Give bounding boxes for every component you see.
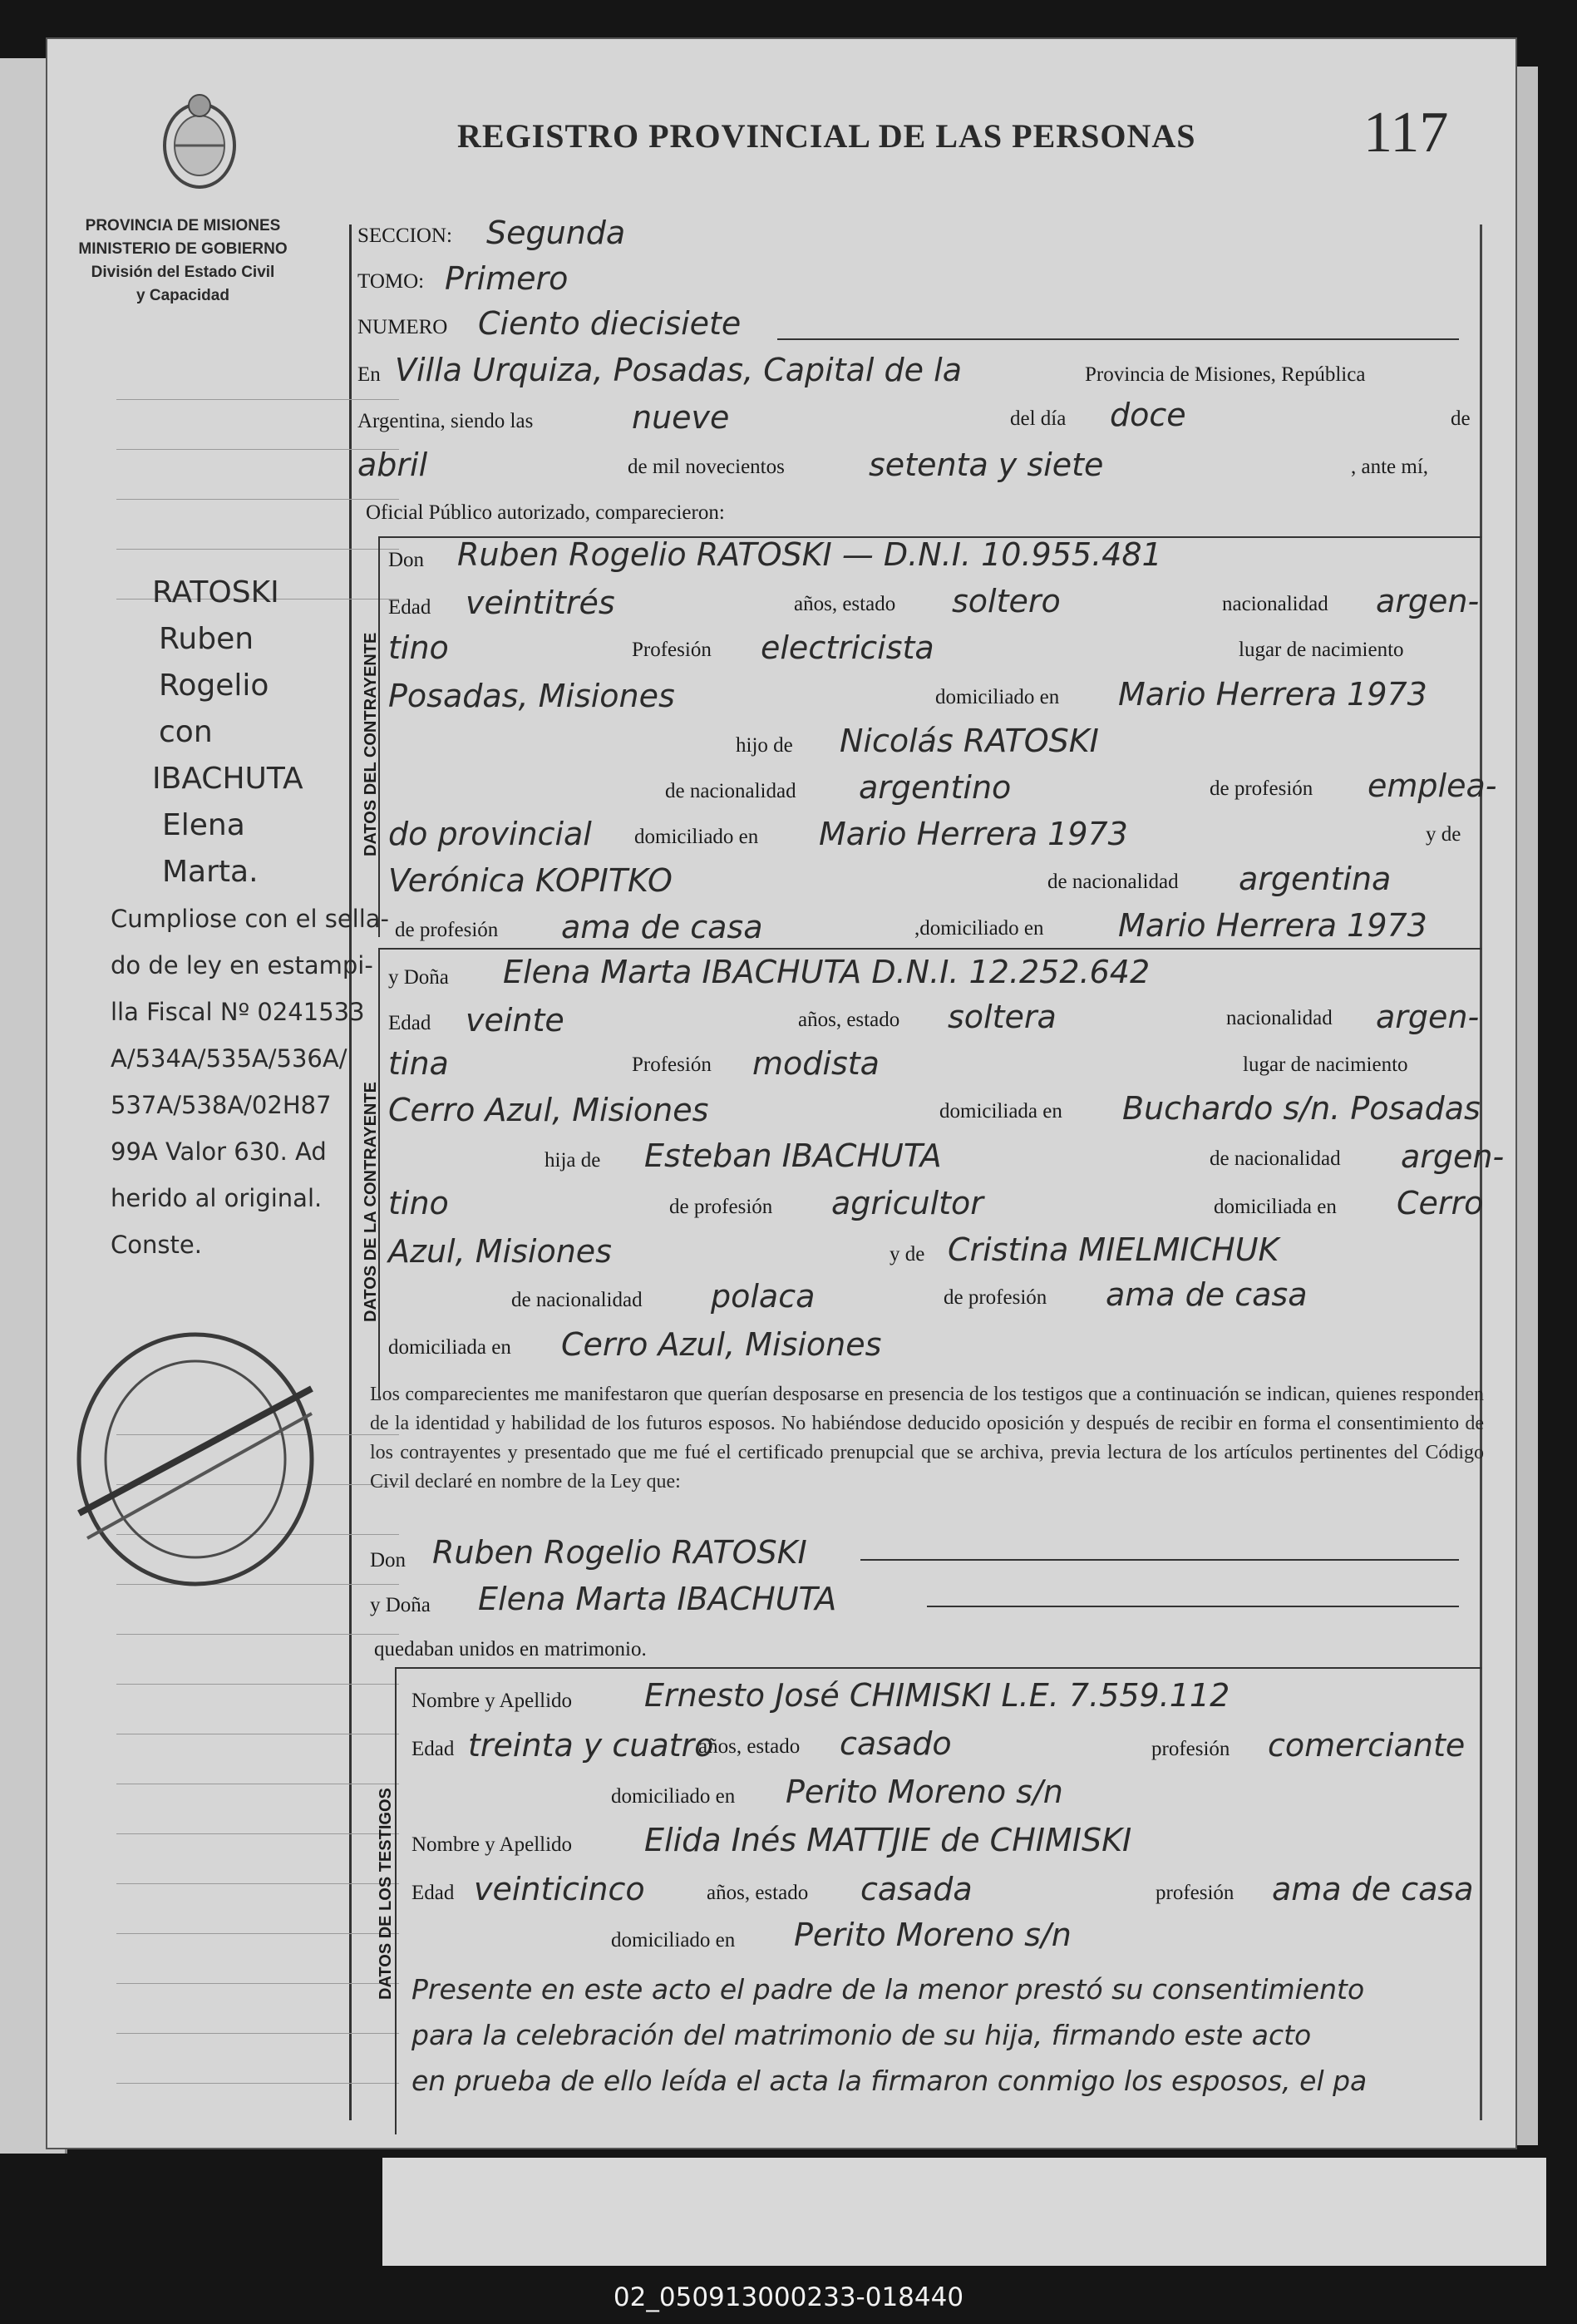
testigos-section-label: DATOS DE LOS TESTIGOS	[377, 1788, 395, 2000]
fill-line	[777, 338, 1459, 340]
madre-nac-label: de nacionalidad	[1047, 871, 1179, 893]
margin-note-line: Marta.	[162, 855, 259, 889]
don-label: Don	[388, 549, 425, 571]
t2-prof-value: ama de casa	[1272, 1871, 1474, 1907]
contrayente-nombre: Ruben Rogelio RATOSKI — D.N.I. 10.955.481	[457, 536, 1162, 573]
madre-prof-label: de profesión	[395, 919, 499, 941]
t1-prof-value: comerciante	[1268, 1727, 1466, 1764]
madre-dom-value: Mario Herrera 1973	[1118, 907, 1427, 944]
y-de-label: y de	[890, 1243, 925, 1266]
oficial-label: Oficial Público autorizado, comparecieron:	[366, 501, 725, 524]
margin-note-line: herido al original.	[111, 1184, 323, 1212]
margin-line	[116, 1983, 399, 1984]
lugar-nac-value: Cerro Azul, Misiones	[388, 1092, 709, 1128]
register-page	[46, 37, 1517, 2149]
edad-label: Edad	[388, 596, 431, 619]
estado-value: soltero	[952, 583, 1061, 619]
institution-line: PROVINCIA DE MISIONES	[85, 217, 281, 234]
domiciliado-label: domiciliado en	[935, 686, 1060, 708]
madre-nac-label: de nacionalidad	[511, 1289, 643, 1311]
lugar-nac-label: lugar de nacimiento	[1239, 639, 1404, 661]
hija-label: hija de	[545, 1149, 601, 1172]
nacionalidad-label: nacionalidad	[1226, 1007, 1333, 1029]
t2-edad-label: Edad	[411, 1882, 455, 1904]
padre-prof-value: agricultor	[831, 1185, 983, 1221]
de-nac-label: de nacionalidad	[665, 780, 796, 802]
estado-value: soltera	[948, 999, 1057, 1035]
t1-edad-label: Edad	[411, 1738, 455, 1760]
margin-note-line: 537A/538A/02H87	[111, 1091, 332, 1119]
t1-edad-value: treinta y cuatro	[468, 1727, 714, 1764]
dia-value: doce	[1110, 397, 1186, 433]
notas-block	[411, 1966, 1367, 2104]
tomo-value: Primero	[445, 260, 569, 297]
dona-value: Elena Marta IBACHUTA	[478, 1581, 837, 1617]
margin-note-line: Cumpliose con el sella-	[111, 905, 390, 933]
institution-line: División del Estado Civil	[91, 264, 275, 281]
margin-note-line: IBACHUTA	[152, 762, 303, 796]
hora-value: nueve	[632, 399, 730, 436]
hijo-label: hijo de	[736, 734, 793, 757]
madre-prof-value: ama de casa	[1106, 1276, 1308, 1313]
edad-value: veintitrés	[466, 585, 615, 621]
de-prof-label: de profesión	[1210, 777, 1313, 800]
anos-estado-label: años, estado	[794, 593, 896, 615]
margin-note	[111, 570, 389, 1268]
madre-nac-value: argentina	[1239, 861, 1392, 897]
margin-line	[116, 399, 399, 400]
nota-line: en prueba de ello leída el acta la firmaron conmigo los esposos, el pa	[411, 2065, 1368, 2097]
under-sheet	[382, 2158, 1546, 2266]
madre-dom-label: domiciliada en	[388, 1336, 511, 1359]
t2-dom-label: domiciliado en	[611, 1929, 736, 1951]
madre-value: Verónica KOPITKO	[388, 862, 673, 899]
padre-dom-value: Mario Herrera 1973	[819, 816, 1128, 852]
t1-nombre-label: Nombre y Apellido	[411, 1690, 573, 1712]
margin-line	[116, 1933, 399, 1934]
anio-value: setenta y siete	[869, 447, 1104, 483]
don-value: Ruben Rogelio RATOSKI	[432, 1534, 807, 1571]
coat-of-arms-icon	[154, 87, 245, 195]
tomo-label: TOMO:	[357, 270, 425, 293]
padre-nac-cont: tino	[388, 1185, 449, 1221]
margin-line	[116, 1833, 399, 1834]
contrayenta-nombre: Elena Marta IBACHUTA D.N.I. 12.252.642	[503, 954, 1151, 990]
nacionalidad-label: nacionalidad	[1222, 593, 1328, 615]
t2-nombre-label: Nombre y Apellido	[411, 1833, 573, 1856]
y-de-label: y de	[1426, 823, 1461, 846]
anos-estado-label: años, estado	[798, 1009, 900, 1031]
institution-line: y Capacidad	[136, 287, 229, 304]
profesion-label: Profesión	[632, 639, 712, 661]
margin-note-line: A/534A/535A/536A/	[111, 1044, 347, 1073]
don-label: Don	[370, 1549, 407, 1572]
padre-dom-value: Cerro	[1397, 1185, 1484, 1221]
padre-nac-value: argentino	[859, 769, 1012, 806]
padre-nac-value: argen-	[1401, 1138, 1505, 1175]
t2-nombre-value: Elida Inés MATTJIE de CHIMISKI	[644, 1822, 1132, 1858]
margin-line	[116, 499, 399, 500]
margin-note-line: Elena	[162, 808, 245, 842]
seccion-value: Segunda	[486, 215, 626, 251]
madre-value: Cristina MIELMICHUK	[948, 1231, 1279, 1268]
page-number: 117	[1363, 101, 1449, 165]
argentina-label: Argentina, siendo las	[357, 410, 534, 432]
margin-line	[116, 1684, 399, 1685]
nacionalidad-value: argen-	[1376, 583, 1480, 619]
t2-estado-label: años, estado	[707, 1882, 809, 1904]
domiciliada-label: domiciliada en	[939, 1100, 1062, 1123]
padre-prof-cont: do provincial	[388, 816, 592, 852]
de-label: de	[1451, 407, 1471, 430]
declaracion-text: Los comparecientes me manifestaron que querían desposarse en presencia de los testigos que a continuación se indican, quienes responden de la identidad y habilidad de los futuros esposos. No habiéndose deducido oposición y después de recibir en forma el consentimiento de los contrayentes y presentado que me fué el certificado prenupcial que se archiva, previa lectura de los artículos pertinentes del Código Civil declaré en nombre de la Ley que:	[370, 1384, 1484, 1493]
margin-note-line: Conste.	[111, 1231, 202, 1259]
t1-nombre-value: Ernesto José CHIMISKI L.E. 7.559.112	[644, 1677, 1230, 1714]
margin-line	[116, 2083, 399, 2084]
margin-note-line: RATOSKI	[152, 575, 279, 609]
institution-block	[71, 215, 295, 308]
padre-prof-value: emplea-	[1368, 767, 1497, 804]
mes-value: abril	[357, 447, 428, 483]
madre-dom-label: ,domiciliado en	[914, 917, 1044, 940]
nota-line: Presente en este acto el padre de la menor prestó su consentimiento	[411, 1973, 1365, 2006]
institution-line: MINISTERIO DE GOBIERNO	[78, 240, 288, 258]
t2-prof-label: profesión	[1156, 1882, 1234, 1904]
margin-line	[116, 549, 399, 550]
padre-dom-label: domiciliada en	[1214, 1196, 1337, 1218]
dona-label: y Doña	[388, 966, 449, 989]
madre-nac-value: polaca	[711, 1278, 816, 1315]
ante-mi-label: , ante mí,	[1351, 456, 1429, 478]
t2-estado-value: casada	[860, 1871, 973, 1907]
contrayenta-section-label: DATOS DE LA CONTRAYENTE	[362, 1082, 380, 1322]
madre-prof-value: ama de casa	[561, 909, 763, 945]
nacionalidad-value: argen-	[1376, 999, 1480, 1035]
t2-edad-value: veinticinco	[474, 1871, 645, 1907]
numero-value: Ciento diecisiete	[478, 305, 742, 342]
margin-note-line: Rogelio	[159, 669, 269, 703]
t1-dom-label: domiciliado en	[611, 1785, 736, 1808]
file-id-caption: 02_050913000233-018440	[613, 2282, 964, 2312]
official-stamp-seal	[71, 1322, 320, 1588]
margin-line	[116, 1634, 399, 1635]
profesion-value: electricista	[761, 629, 934, 666]
margin-line	[116, 449, 399, 450]
lugar-nac-label: lugar de nacimiento	[1243, 1053, 1408, 1076]
t1-estado-value: casado	[840, 1725, 952, 1762]
en-label: En	[357, 363, 381, 386]
lugar-nac-value: Posadas, Misiones	[388, 678, 675, 714]
dona-label: y Doña	[370, 1594, 431, 1616]
de-prof-label: de profesión	[669, 1196, 773, 1218]
contrayente-section-label: DATOS DEL CONTRAYENTE	[362, 632, 380, 856]
padre-value: Esteban IBACHUTA	[644, 1137, 942, 1174]
madre-prof-label: de profesión	[944, 1286, 1047, 1309]
margin-note-line: con	[159, 715, 213, 749]
edad-label: Edad	[388, 1012, 431, 1034]
profesion-label: Profesión	[632, 1053, 712, 1076]
unidos-text: quedaban unidos en matrimonio.	[374, 1638, 647, 1660]
padre-value: Nicolás RATOSKI	[840, 723, 1099, 759]
de-nac-label: de nacionalidad	[1210, 1147, 1341, 1170]
lugar-value: Villa Urquiza, Posadas, Capital de la	[395, 352, 962, 388]
numero-label: NUMERO	[357, 316, 448, 338]
de-mil-label: de mil novecientos	[628, 456, 785, 478]
provincia-label: Provincia de Misiones, República	[1085, 363, 1366, 386]
nota-line: para la celebración del matrimonio de su hija, firmando este acto	[411, 2019, 1312, 2051]
madre-dom-value: Cerro Azul, Misiones	[561, 1326, 882, 1363]
margin-note-line: 99A Valor 630. Ad	[111, 1137, 327, 1166]
margin-line	[116, 2033, 399, 2034]
margin-note-line: Ruben	[159, 622, 254, 656]
profesion-value: modista	[752, 1045, 880, 1082]
page-title: REGISTRO PROVINCIAL DE LAS PERSONAS	[457, 117, 1196, 155]
t1-prof-label: profesión	[1151, 1738, 1230, 1760]
padre-dom-cont: Azul, Misiones	[388, 1233, 612, 1270]
nacionalidad-cont: tino	[388, 629, 449, 666]
margin-note-line: lla Fiscal Nº 0241533	[111, 998, 365, 1026]
domicilio-value: Mario Herrera 1973	[1118, 676, 1427, 713]
margin-note-line: do de ley en estampi-	[111, 951, 373, 979]
margin-line	[116, 1883, 399, 1884]
t1-dom-value: Perito Moreno s/n	[786, 1774, 1063, 1810]
del-dia-label: del día	[1010, 407, 1067, 430]
padre-dom-label: domiciliado en	[634, 826, 759, 848]
t1-estado-label: años, estado	[698, 1735, 801, 1758]
seccion-label: SECCION:	[357, 225, 452, 247]
t2-dom-value: Perito Moreno s/n	[794, 1917, 1072, 1953]
nacionalidad-cont: tina	[388, 1045, 449, 1082]
fill-line	[927, 1606, 1459, 1607]
fill-line	[860, 1559, 1459, 1561]
domicilio-value: Buchardo s/n. Posadas	[1122, 1090, 1481, 1127]
edad-value: veinte	[466, 1002, 564, 1039]
